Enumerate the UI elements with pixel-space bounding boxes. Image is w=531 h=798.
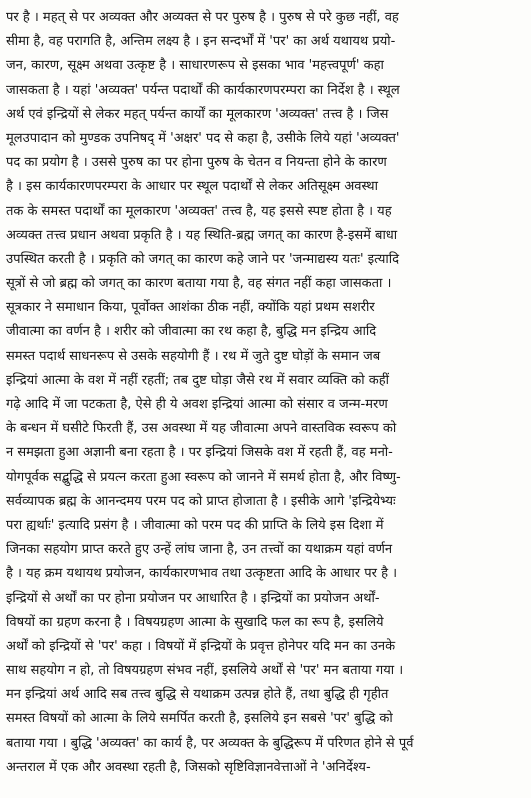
text-line: मूलउपादान को मुण्डक उपनिषद् में 'अक्षर' पद से कहा है, उसीके लिये यहां 'अव्यक्त' xyxy=(6,130,400,146)
text-line: इन्द्रियों से अर्थों का पर होना प्रयोजन पर आधारित है । इन्द्रियों का प्रयोजन अर्थों- xyxy=(6,590,380,606)
text-line: मन इन्द्रियां अर्थ आदि सब तत्त्व बुद्धि से यथाक्रम उत्पन्न होते हैं, तथा बुद्धि ही गृहीत xyxy=(6,687,389,703)
text-line: अव्यक्त तत्त्व प्रधान अथवा प्रकृति है । यह स्थिति-ब्रह्म जगत् का कारण है-इसमें बाधा xyxy=(6,227,398,243)
text-line: समस्त विषयों को आत्मा के लिये समर्पित करती है, इसलिये इन सबसे 'पर' बुद्धि को xyxy=(6,711,393,727)
text-line: परा ह्यर्थाः' इत्यादि प्रसंग है । जीवात्मा को परम पद की प्राप्ति के लिये इस दिशा में xyxy=(6,517,384,533)
text-line: सूत्रों से जो ब्रह्म को जगत् का कारण बताया गया है, वह संगत नहीं कहा जासकता । xyxy=(6,276,392,292)
text-line: पद का प्रयोग है । उससे पुरुष का पर होना पुरुष के चेतन व नियन्ता होने के कारण xyxy=(6,155,387,171)
text-line: सर्वव्यापक ब्रह्म के आनन्दमय परम पद को प्राप्त होजाता है । इसीके आगे 'इन्द्रियेभ्यः xyxy=(6,493,396,509)
text-line: अर्थों को इन्द्रियों से 'पर' कहा । विषयों में इन्द्रियों के प्रवृत्त होनेपर यदि मन का उनके xyxy=(6,638,396,654)
text-line: जिनका सहयोग प्राप्त करते हुए उन्हें लांघ जाना है, उन तत्त्वों का यथाक्रम यहां वर्णन xyxy=(6,542,393,558)
text-line: जीवात्मा का वर्णन है । शरीर को जीवात्मा का रथ कहा है, बुद्धि मन इन्द्रिय आदि xyxy=(6,324,377,340)
text-line: तक के समस्त पदार्थों का मूलकारण 'अव्यक्त' तत्त्व है, यह इससे स्पष्ट होता है । यह xyxy=(6,203,392,219)
text-line: पर है । महत् से पर अव्यक्त और अव्यक्त से पर पुरुष है । पुरुष से परे कुछ नहीं, वह xyxy=(6,10,399,25)
text-line: के बन्धन में घसीटे फिरती हैं, उस अवस्था में यह जीवात्मा अपने वास्तविक स्वरूप को xyxy=(6,421,397,437)
text-line: समस्त पदार्थ साधनरूप से उसके सहयोगी हैं । रथ में जुते दुष्ट घोड़ों के समान जब xyxy=(6,348,381,364)
text-line: विषयों का ग्रहण करना है । विषयग्रहण आत्मा के सुखादि फल का रूप है, इसलिये xyxy=(6,614,384,630)
text-line: योगपूर्वक सद्बुद्धि से प्रयत्न करता हुआ स्वरूप को जानने में समर्थ होता है, और विष्णु- xyxy=(6,469,401,485)
text-line: जासकता है । यहां 'अव्यक्त' पर्यन्त पदार्थों की कार्यकारणपरम्परा का निर्देश है । स्थूल xyxy=(6,82,400,98)
text-line: साथ सहयोग न हो, तो विषयग्रहण संभव नहीं, इसलिये अर्थों से 'पर' मन बताया गया । xyxy=(6,663,404,679)
text-line: सूत्रकार ने समाधान किया, पूर्वोक्त आशंका ठीक नहीं, क्योंकि यहां प्रथम सशरीर xyxy=(6,300,375,316)
text-line: उपस्थित करती है । प्रकृति को जगत् का कारण कहे जाने पर 'जन्माद्यस्य यतः' इत्यादि xyxy=(6,251,400,267)
text-line: न समझता हुआ अज्ञानी बना रहता है । पर इन्द्रियां जिसके वश में रहती हैं, वह मनो- xyxy=(6,445,393,461)
text-line: अन्तराल में एक और अवस्था रहती है, जिसको सृष्टिविज्ञानवेत्ताओं ने 'अनिर्देश्य- xyxy=(6,759,371,775)
text-line: है । इस कार्यकारणपरम्परा के आधार पर स्थूल पदार्थों से लेकर अतिसूक्ष्म अवस्था xyxy=(6,179,378,195)
text-line: बताया गया । बुद्धि 'अव्यक्त' का कार्य है, पर अव्यक्त के बुद्धिरूप में परिणत होने से पूर्व xyxy=(6,735,414,751)
text-line: गढ़े आदि में जा पटकता है, ऐसे ही ये अवश इन्द्रियां आत्मा को संसार व जन्म-मरण xyxy=(6,397,388,412)
text-line: इन्द्रियां आत्मा के वश में नहीं रहतीं; तब दुष्ट घोड़ा जैसे रथ में सवार व्यक्ति को कहीं xyxy=(6,372,390,388)
text-line: है । यह क्रम यथायथ प्रयोजन, कार्यकारणभाव तथा उत्कृष्टता आदि के आधार पर है । xyxy=(6,566,398,582)
text-line: अर्थ एवं इन्द्रियों से लेकर महत् पर्यन्त कार्यों का मूलकारण 'अव्यक्त' तत्त्व है । जिस xyxy=(6,106,389,122)
text-line: सीमा है, वह परागति है, अन्तिम लक्ष्य है । इन सन्दर्भों में 'पर' का अर्थ यथायथ प्रयो- xyxy=(6,34,396,50)
text-line: जन, कारण, सूक्ष्म अथवा उत्कृष्ट है । साधारणरूप से इसका भाव 'महत्त्वपूर्ण' कहा xyxy=(6,58,384,74)
